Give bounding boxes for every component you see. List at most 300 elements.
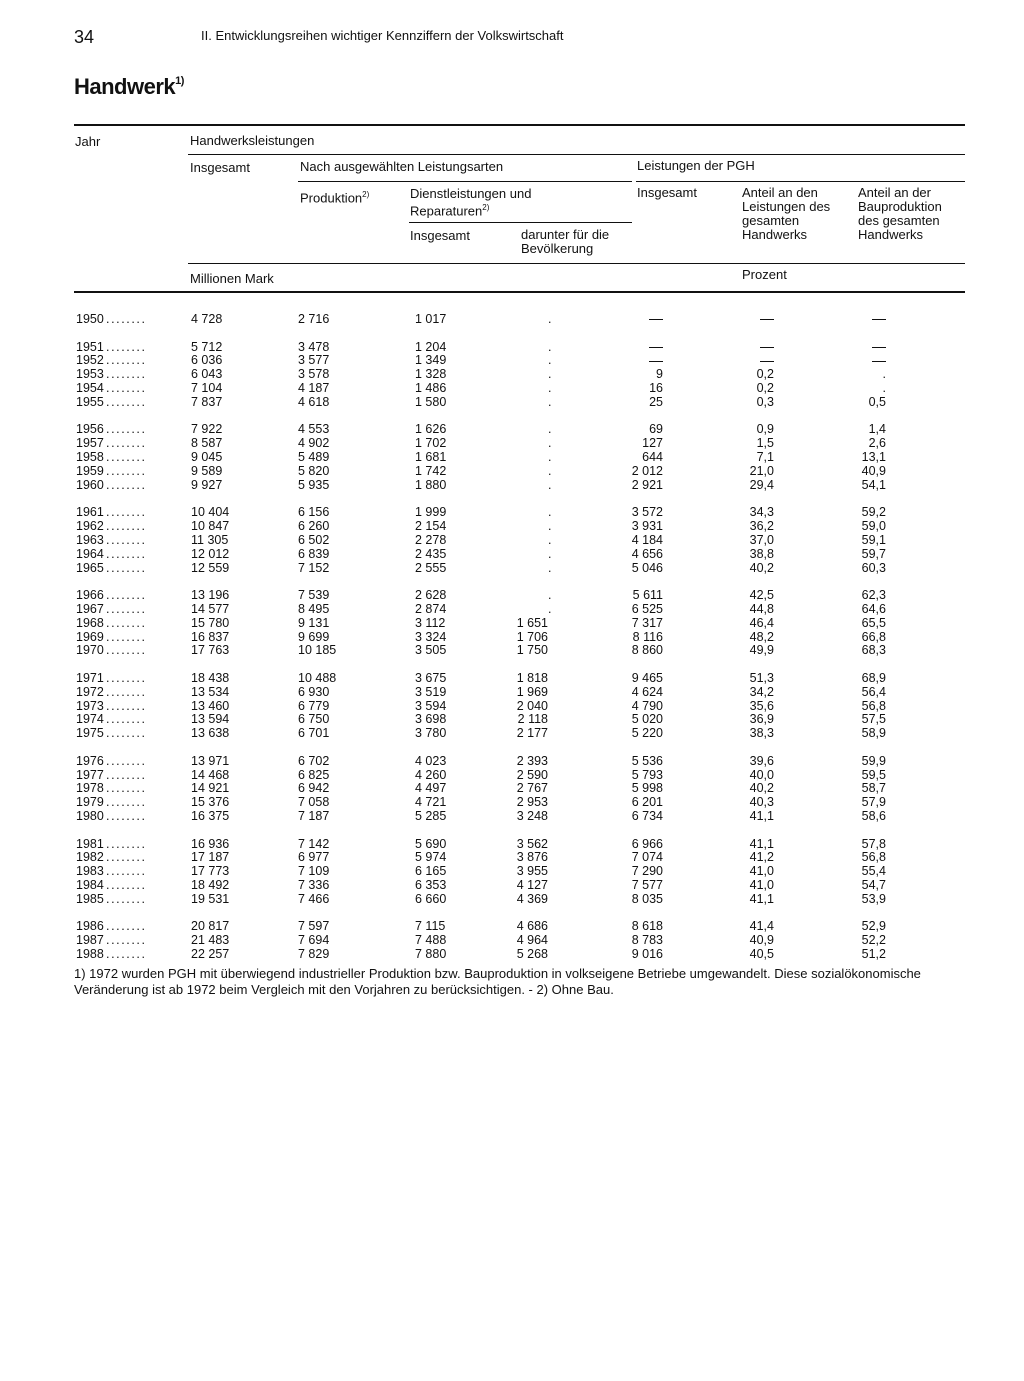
table-row xyxy=(0,561,1024,575)
table-row xyxy=(0,395,1024,409)
produktion-cell: 10 488 xyxy=(298,670,337,685)
insgesamt-cell: 12 012 xyxy=(191,546,230,561)
insgesamt-cell: 14 577 xyxy=(191,601,230,616)
table-row xyxy=(0,602,1024,616)
anteil-bau-cell: 68,3 xyxy=(861,643,886,658)
not-available-mark: . xyxy=(548,394,552,409)
dienstleistungen-footnote-ref: 2) xyxy=(482,203,490,212)
pgh-insgesamt-cell: 5 611 xyxy=(632,588,663,602)
pgh-insgesamt-cell xyxy=(649,340,663,354)
anteil-leistungen-cell: 41,0 xyxy=(749,864,774,879)
year-cell: 1986 xyxy=(76,919,104,934)
insgesamt-cell: 22 257 xyxy=(191,947,230,962)
pgh-insgesamt-cell: 9 465 xyxy=(631,670,663,685)
anteil-leistungen-cell: 0,2 xyxy=(756,367,774,382)
anteil-bau-cell: 66,8 xyxy=(861,629,886,644)
anteil-bau-cell: 58,6 xyxy=(861,809,886,824)
dienstleistungen-cell: 3 324 xyxy=(415,629,447,644)
produktion-cell: 6 930 xyxy=(298,684,330,699)
anteil-bau-cell: 59,1 xyxy=(861,532,886,547)
year-cell: 1961 xyxy=(76,505,104,520)
produktion-cell: 6 750 xyxy=(298,712,330,727)
leader-dots: ........ xyxy=(106,477,147,492)
table-row xyxy=(0,436,1024,450)
not-available-mark: . xyxy=(548,588,552,602)
anteil-bau-cell: 62,3 xyxy=(861,588,886,602)
table-row xyxy=(0,450,1024,464)
pgh-insgesamt-cell: 25 xyxy=(649,394,663,409)
bevoelkerung-cell: 4 369 xyxy=(516,892,548,906)
col-header-dl-insgesamt: Insgesamt xyxy=(410,228,470,243)
anteil-bau-cell: 40,9 xyxy=(861,463,886,478)
table-row xyxy=(0,588,1024,602)
insgesamt-cell: 17 773 xyxy=(191,864,230,879)
dienstleistungen-cell: 1 999 xyxy=(415,505,447,520)
table-row xyxy=(0,837,1024,851)
title-text: Handwerk xyxy=(74,74,176,99)
dienstleistungen-cell: 1 742 xyxy=(415,463,447,478)
produktion-cell: 9 131 xyxy=(298,615,330,630)
insgesamt-cell: 13 196 xyxy=(191,588,230,602)
pgh-insgesamt-cell: 3 931 xyxy=(631,519,663,533)
year-cell: 1972 xyxy=(76,684,104,699)
anteil-bau-cell: 59,2 xyxy=(861,505,886,520)
dienstleistungen-cell: 2 278 xyxy=(415,532,447,547)
bevoelkerung-cell: 2 393 xyxy=(516,753,548,768)
dash-mark xyxy=(649,361,663,362)
produktion-cell: 6 977 xyxy=(298,850,330,865)
insgesamt-cell: 4 728 xyxy=(191,312,223,326)
table-row xyxy=(0,864,1024,878)
pgh-insgesamt-cell: 4 184 xyxy=(631,532,663,547)
col-header-darunter xyxy=(521,228,609,256)
year-cell: 1965 xyxy=(76,560,104,575)
insgesamt-cell: 15 780 xyxy=(191,615,230,630)
pgh-insgesamt-cell: 5 536 xyxy=(631,753,663,768)
year-cell: 1979 xyxy=(76,795,104,810)
anteil-bau-cell: 59,5 xyxy=(861,767,886,782)
year-cell: 1957 xyxy=(76,436,104,451)
not-available-mark: . xyxy=(548,312,552,326)
leader-dots: ........ xyxy=(106,684,147,699)
anteil-bau-cell: 59,0 xyxy=(861,519,886,533)
year-cell: 1959 xyxy=(76,463,104,478)
header-rule-dienstleistungen xyxy=(409,222,632,223)
insgesamt-cell: 16 837 xyxy=(191,629,230,644)
produktion-cell: 6 779 xyxy=(298,698,330,713)
bevoelkerung-cell: 2 177 xyxy=(516,726,548,741)
pgh-insgesamt-cell: 5 793 xyxy=(631,767,663,782)
produktion-cell: 5 489 xyxy=(298,450,330,464)
not-available-mark: . xyxy=(548,463,552,478)
bevoelkerung-cell: 2 040 xyxy=(516,698,548,713)
pgh-insgesamt-cell: 8 860 xyxy=(631,643,663,658)
year-cell: 1950 xyxy=(76,312,104,326)
produktion-cell: 6 156 xyxy=(298,505,330,520)
insgesamt-cell: 16 936 xyxy=(191,836,230,851)
produktion-cell: 6 839 xyxy=(298,546,330,561)
header-rule-pgh xyxy=(636,181,965,182)
dash-mark xyxy=(760,319,774,320)
anteil-bau-line1: Anteil an der xyxy=(858,185,931,200)
dienstleistungen-cell: 4 023 xyxy=(415,753,447,768)
dash-mark xyxy=(760,361,774,362)
anteil-bau-cell: 59,7 xyxy=(861,546,886,561)
dienstleistungen-cell: 1 702 xyxy=(415,436,447,451)
title-footnote-ref: 1) xyxy=(175,74,184,87)
anteil-leistungen-cell: 38,8 xyxy=(749,546,774,561)
dash-mark xyxy=(872,347,886,348)
produktion-cell: 3 577 xyxy=(298,353,330,368)
anteil-bau-cell: 56,4 xyxy=(861,684,886,699)
produktion-cell: 7 694 xyxy=(298,933,330,948)
produktion-cell: 3 478 xyxy=(298,339,330,354)
table-row xyxy=(0,367,1024,381)
anteil-leistungen-cell: 41,1 xyxy=(749,892,774,906)
leader-dots: ........ xyxy=(106,436,147,451)
bevoelkerung-cell: 3 876 xyxy=(516,850,548,865)
anteil-leistungen-cell: 40,3 xyxy=(749,795,774,810)
dienstleistungen-cell: 2 154 xyxy=(415,519,447,533)
year-cell: 1952 xyxy=(76,353,104,368)
table-row xyxy=(0,505,1024,519)
anteil-leistungen-cell: 0,9 xyxy=(756,422,774,437)
table-row xyxy=(0,312,1024,326)
table-row xyxy=(0,699,1024,713)
leader-dots: ........ xyxy=(106,450,147,464)
produktion-cell: 4 618 xyxy=(298,394,330,409)
anteil-leistungen-line1: Anteil an den xyxy=(742,185,818,200)
year-cell: 1958 xyxy=(76,450,104,464)
anteil-leistungen-cell: 21,0 xyxy=(749,463,774,478)
insgesamt-cell: 20 817 xyxy=(191,919,230,934)
dash-mark xyxy=(649,319,663,320)
dienstleistungen-line1: Dienstleistungen und xyxy=(410,186,532,201)
insgesamt-cell: 13 971 xyxy=(191,753,230,768)
anteil-bau-cell: 68,9 xyxy=(861,670,886,685)
insgesamt-cell: 21 483 xyxy=(191,933,230,948)
table-row xyxy=(0,919,1024,933)
bevoelkerung-cell: 2 953 xyxy=(516,795,548,810)
insgesamt-cell: 7 104 xyxy=(191,381,223,395)
insgesamt-cell: 5 712 xyxy=(191,339,223,354)
anteil-bau-cell: 58,9 xyxy=(861,726,886,741)
dienstleistungen-cell: 3 698 xyxy=(415,712,447,727)
leader-dots: ........ xyxy=(106,519,147,533)
leader-dots: ........ xyxy=(106,381,147,395)
pgh-insgesamt-cell: 69 xyxy=(649,422,663,437)
anteil-bau-cell: 54,7 xyxy=(861,878,886,893)
col-header-produktion xyxy=(300,188,369,205)
year-cell: 1987 xyxy=(76,933,104,948)
dienstleistungen-cell: 1 681 xyxy=(415,450,447,464)
darunter-line1: darunter für die xyxy=(521,227,610,242)
year-cell: 1970 xyxy=(76,643,104,658)
dienstleistungen-cell: 3 112 xyxy=(415,615,446,630)
year-cell: 1955 xyxy=(76,394,104,409)
year-cell: 1971 xyxy=(76,670,104,685)
table-row xyxy=(0,809,1024,823)
dienstleistungen-cell: 7 115 xyxy=(415,919,446,934)
footnotes xyxy=(74,966,974,998)
bevoelkerung-cell: 1 818 xyxy=(516,670,548,685)
table-row xyxy=(0,878,1024,892)
pgh-insgesamt-cell: 7 290 xyxy=(631,864,663,879)
produktion-cell: 4 902 xyxy=(298,436,330,451)
dienstleistungen-cell: 3 780 xyxy=(415,726,447,741)
insgesamt-cell: 6 043 xyxy=(191,367,223,382)
produktion-cell: 7 597 xyxy=(298,919,330,934)
leader-dots: ........ xyxy=(106,726,147,741)
col-header-pgh: Leistungen der PGH xyxy=(637,158,755,173)
leader-dots: ........ xyxy=(106,312,147,326)
anteil-bau-cell: 51,2 xyxy=(861,947,886,962)
year-cell: 1980 xyxy=(76,809,104,824)
leader-dots: ........ xyxy=(106,878,147,893)
pgh-insgesamt-cell: 7 074 xyxy=(631,850,663,865)
anteil-bau-cell: 2,6 xyxy=(868,436,886,451)
leader-dots: ........ xyxy=(106,601,147,616)
produktion-cell: 6 702 xyxy=(298,753,330,768)
insgesamt-cell: 19 531 xyxy=(191,892,230,906)
year-cell: 1985 xyxy=(76,892,104,906)
pgh-insgesamt-cell xyxy=(649,312,663,326)
dienstleistungen-cell: 7 488 xyxy=(415,933,447,948)
table-row xyxy=(0,781,1024,795)
produktion-cell: 7 829 xyxy=(298,947,330,962)
anteil-bau-cell: 0,5 xyxy=(868,394,886,409)
header-rule-handwerk xyxy=(188,154,965,155)
table-row xyxy=(0,547,1024,561)
not-available-mark: . xyxy=(548,436,552,451)
pgh-insgesamt-cell: 6 201 xyxy=(631,795,663,810)
dienstleistungen-cell: 3 675 xyxy=(415,670,447,685)
anteil-leistungen-cell: 41,4 xyxy=(749,919,774,934)
anteil-bau-cell: 56,8 xyxy=(861,850,886,865)
produktion-cell: 6 701 xyxy=(298,726,330,741)
pgh-insgesamt-cell: 2 921 xyxy=(631,477,663,492)
year-cell: 1975 xyxy=(76,726,104,741)
year-cell: 1953 xyxy=(76,367,104,382)
anteil-bau-cell: . xyxy=(882,381,886,395)
dash-mark xyxy=(760,347,774,348)
leader-dots: ........ xyxy=(106,864,147,879)
dienstleistungen-cell: 3 594 xyxy=(415,698,447,713)
produktion-cell: 2 716 xyxy=(298,312,330,326)
anteil-leistungen-line3: gesamten xyxy=(742,213,800,228)
produktion-cell: 5 935 xyxy=(298,477,330,492)
anteil-leistungen-cell: 34,3 xyxy=(749,505,774,520)
anteil-bau-cell: 52,2 xyxy=(861,933,886,948)
table-row xyxy=(0,726,1024,740)
col-header-jahr: Jahr xyxy=(75,134,101,149)
not-available-mark: . xyxy=(548,381,552,395)
anteil-leistungen-cell: 40,2 xyxy=(749,781,774,796)
leader-dots: ........ xyxy=(106,339,147,354)
pgh-insgesamt-cell: 2 012 xyxy=(631,463,663,478)
dienstleistungen-cell: 1 017 xyxy=(415,312,447,326)
anteil-bau-line3: des gesamten xyxy=(858,213,940,228)
dienstleistungen-cell: 1 880 xyxy=(415,477,447,492)
table-row xyxy=(0,892,1024,906)
pgh-insgesamt-cell: 9 016 xyxy=(631,947,663,962)
bevoelkerung-cell: 1 651 xyxy=(516,615,548,630)
anteil-leistungen-cell: 0,3 xyxy=(756,394,774,409)
dienstleistungen-cell: 2 628 xyxy=(415,588,447,602)
dienstleistungen-cell: 4 260 xyxy=(415,767,447,782)
produktion-cell: 7 336 xyxy=(298,878,330,893)
year-cell: 1974 xyxy=(76,712,104,727)
anteil-leistungen-line2: Leistungen des xyxy=(742,199,831,214)
year-cell: 1982 xyxy=(76,850,104,865)
anteil-bau-cell: 54,1 xyxy=(861,477,886,492)
insgesamt-cell: 8 587 xyxy=(191,436,223,451)
produktion-cell: 7 142 xyxy=(298,836,330,851)
pgh-insgesamt-cell xyxy=(649,353,663,367)
anteil-leistungen-cell: 41,1 xyxy=(749,836,774,851)
leader-dots: ........ xyxy=(106,615,147,630)
anteil-leistungen-cell: 29,4 xyxy=(749,477,774,492)
produktion-cell: 6 942 xyxy=(298,781,330,796)
col-header-anteil-bau xyxy=(858,186,942,242)
insgesamt-cell: 9 589 xyxy=(191,463,223,478)
pgh-insgesamt-cell: 3 572 xyxy=(631,505,663,520)
leader-dots: ........ xyxy=(106,629,147,644)
anteil-bau-cell: 1,4 xyxy=(868,422,886,437)
leader-dots: ........ xyxy=(106,353,147,368)
dienstleistungen-cell: 4 721 xyxy=(415,795,447,810)
table-row xyxy=(0,643,1024,657)
pgh-insgesamt-cell: 4 656 xyxy=(631,546,663,561)
unit-millionen-mark: Millionen Mark xyxy=(190,271,274,286)
produktion-cell: 8 495 xyxy=(298,601,330,616)
header-bottom-rule xyxy=(74,291,965,293)
dienstleistungen-cell: 1 580 xyxy=(415,394,447,409)
table-row xyxy=(0,616,1024,630)
page-number: 34 xyxy=(74,27,95,47)
pgh-insgesamt-cell: 8 116 xyxy=(632,629,663,644)
year-cell: 1973 xyxy=(76,698,104,713)
bevoelkerung-cell: 3 248 xyxy=(516,809,548,824)
pgh-insgesamt-cell: 5 220 xyxy=(631,726,663,741)
anteil-leistungen-cell: 48,2 xyxy=(749,629,774,644)
insgesamt-cell: 10 847 xyxy=(191,519,230,533)
year-cell: 1977 xyxy=(76,767,104,782)
insgesamt-cell: 9 927 xyxy=(191,477,223,492)
table-row xyxy=(0,464,1024,478)
anteil-leistungen-cell: 39,6 xyxy=(749,753,774,768)
produktion-cell: 3 578 xyxy=(298,367,330,382)
unit-prozent: Prozent xyxy=(742,267,787,282)
leader-dots: ........ xyxy=(106,809,147,824)
bevoelkerung-cell: 4 127 xyxy=(516,878,548,893)
insgesamt-cell: 18 492 xyxy=(191,878,230,893)
insgesamt-cell: 14 921 xyxy=(191,781,230,796)
not-available-mark: . xyxy=(548,353,552,368)
bevoelkerung-cell: 4 964 xyxy=(516,933,548,948)
produktion-footnote-ref: 2) xyxy=(362,190,370,199)
pgh-insgesamt-cell: 127 xyxy=(642,436,663,451)
anteil-bau-cell: 52,9 xyxy=(861,919,886,934)
table-row xyxy=(0,381,1024,395)
pgh-insgesamt-cell: 16 xyxy=(649,381,663,395)
anteil-leistungen-cell: 34,2 xyxy=(749,684,774,699)
table-row xyxy=(0,795,1024,809)
not-available-mark: . xyxy=(548,560,552,575)
year-cell: 1951 xyxy=(76,339,104,354)
leader-dots: ........ xyxy=(106,463,147,478)
leader-dots: ........ xyxy=(106,892,147,906)
produktion-cell: 4 553 xyxy=(298,422,330,437)
footnote-line2: Veränderung ist ab 1972 beim Vergleich mit den Vorjahren zu berücksichtigen. - 2) Ohne Bau. xyxy=(74,982,614,997)
anteil-bau-cell: 13,1 xyxy=(861,450,886,464)
anteil-bau-cell xyxy=(872,340,886,354)
leader-dots: ........ xyxy=(106,850,147,865)
year-cell: 1976 xyxy=(76,753,104,768)
produktion-cell: 10 185 xyxy=(298,643,337,658)
anteil-leistungen-cell: 0,2 xyxy=(756,381,774,395)
anteil-leistungen-cell: 44,8 xyxy=(749,601,774,616)
table-row xyxy=(0,947,1024,961)
anteil-leistungen-cell: 1,5 xyxy=(756,436,774,451)
table-row xyxy=(0,768,1024,782)
insgesamt-cell: 13 594 xyxy=(191,712,230,727)
insgesamt-cell: 13 638 xyxy=(191,726,230,741)
pgh-insgesamt-cell: 7 577 xyxy=(631,878,663,893)
leader-dots: ........ xyxy=(106,933,147,948)
not-available-mark: . xyxy=(548,519,552,533)
bevoelkerung-cell: 1 706 xyxy=(516,629,548,644)
anteil-leistungen-line4: Handwerks xyxy=(742,227,808,242)
year-cell: 1988 xyxy=(76,947,104,962)
year-cell: 1978 xyxy=(76,781,104,796)
insgesamt-cell: 17 763 xyxy=(191,643,230,658)
leader-dots: ........ xyxy=(106,753,147,768)
dienstleistungen-label: Reparaturen xyxy=(410,203,483,219)
anteil-bau-cell: 56,8 xyxy=(861,698,886,713)
year-cell: 1966 xyxy=(76,588,104,602)
produktion-cell: 7 187 xyxy=(298,809,330,824)
anteil-bau-cell: 53,9 xyxy=(861,892,886,906)
table-row xyxy=(0,933,1024,947)
bevoelkerung-cell: 1 969 xyxy=(516,684,548,699)
running-head: II. Entwicklungsreihen wichtiger Kennziffern der Volkswirtschaft xyxy=(201,28,564,43)
dienstleistungen-cell: 3 505 xyxy=(415,643,447,658)
table-row xyxy=(0,519,1024,533)
header-rule-units xyxy=(188,263,965,264)
produktion-cell: 7 058 xyxy=(298,795,330,810)
table-row xyxy=(0,712,1024,726)
produktion-cell: 9 699 xyxy=(298,629,330,644)
pgh-insgesamt-cell: 6 966 xyxy=(631,836,663,851)
dienstleistungen-cell: 2 435 xyxy=(415,546,447,561)
anteil-leistungen-cell: 42,5 xyxy=(749,588,774,602)
year-cell: 1984 xyxy=(76,878,104,893)
footnote-line1: 1) 1972 wurden PGH mit überwiegend industrieller Produktion bzw. Bauproduktion in volkseigene Betriebe umgewandelt. Diese sozialökonomische xyxy=(74,966,921,981)
dienstleistungen-cell: 7 880 xyxy=(415,947,447,962)
not-available-mark: . xyxy=(548,450,552,464)
table-row xyxy=(0,685,1024,699)
table-row xyxy=(0,630,1024,644)
year-cell: 1981 xyxy=(76,836,104,851)
insgesamt-cell: 7 922 xyxy=(191,422,223,437)
anteil-leistungen-cell: 36,2 xyxy=(749,519,774,533)
year-cell: 1983 xyxy=(76,864,104,879)
anteil-bau-cell: 57,9 xyxy=(861,795,886,810)
leader-dots: ........ xyxy=(106,767,147,782)
insgesamt-cell: 11 305 xyxy=(191,532,229,547)
leader-dots: ........ xyxy=(106,836,147,851)
